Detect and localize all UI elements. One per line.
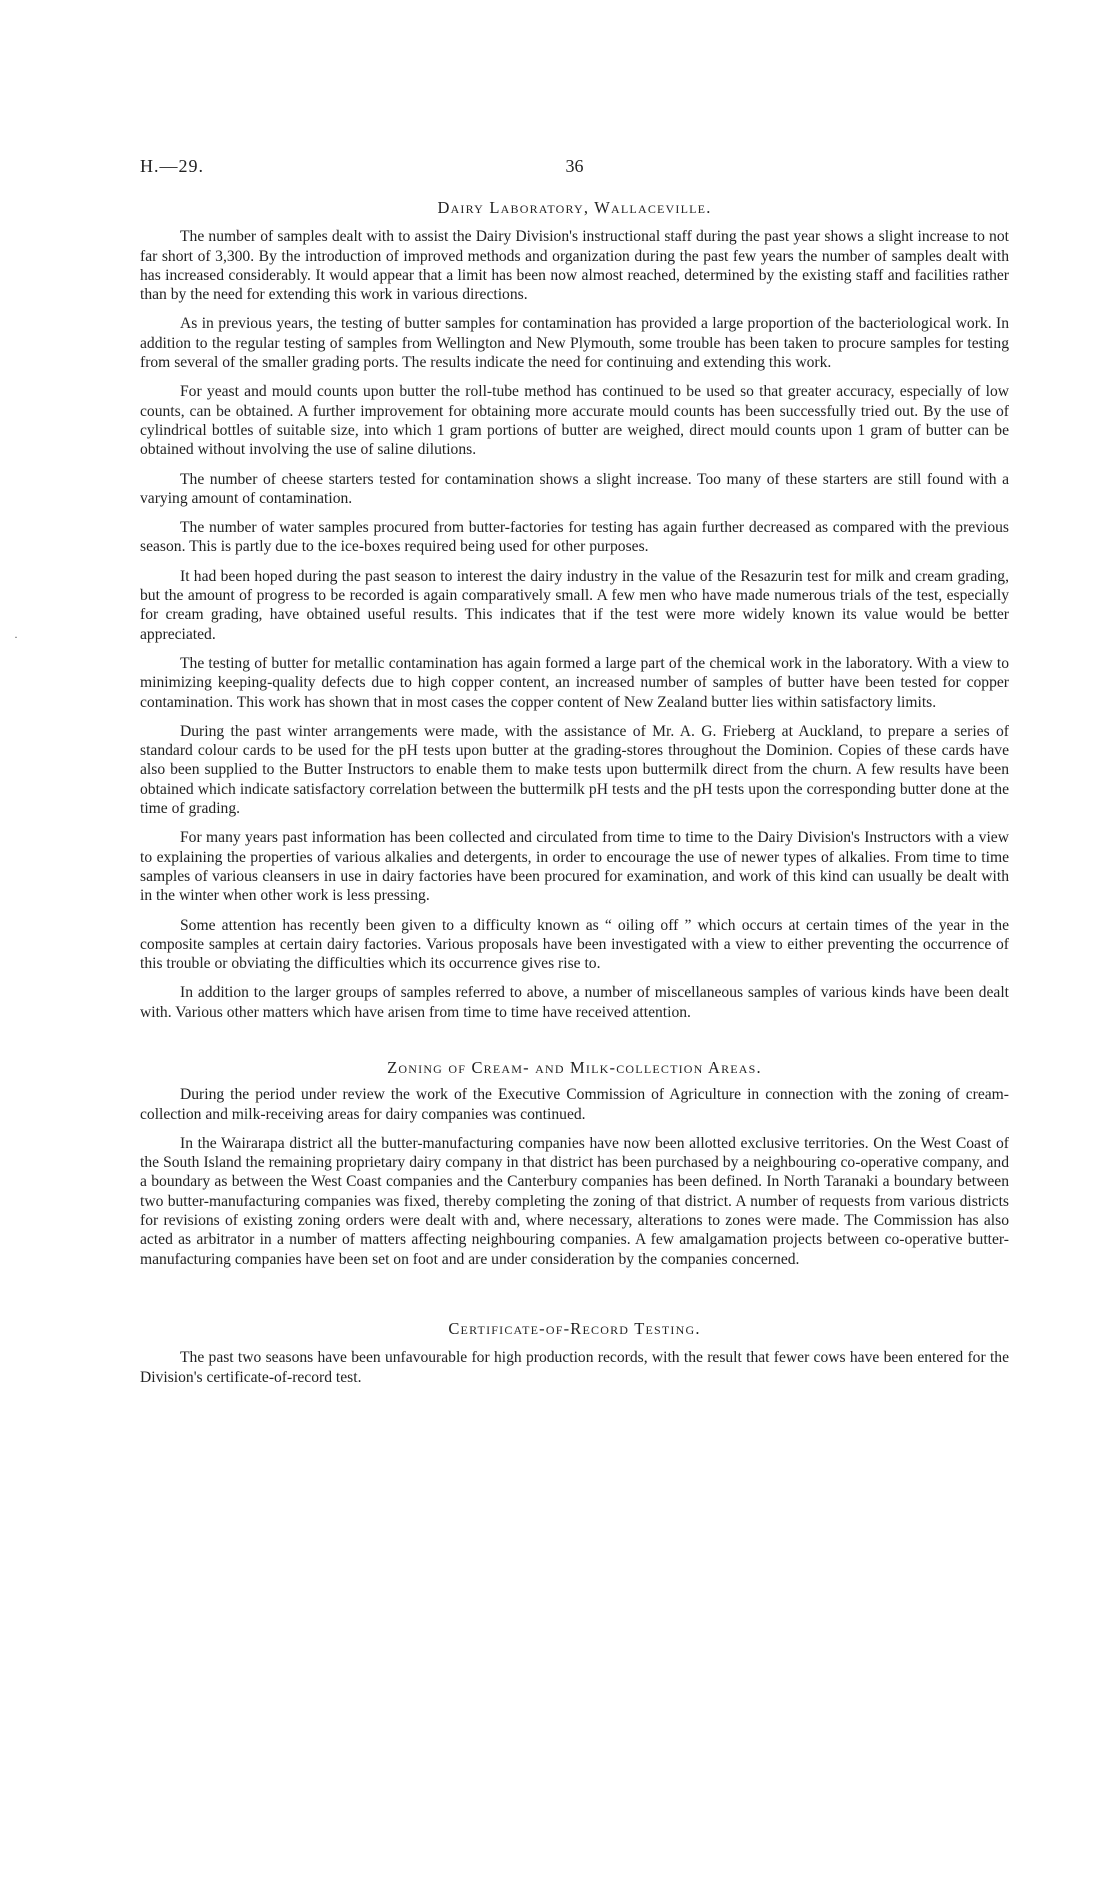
paragraph: It had been hoped during the past season to interest the dairy industry in the value of the Resazurin test for milk and cream grading, but the amount of progress to be recorded is again comparatively small. A few men who have made numerous trials of the test, especially for cream grading, have obtained useful results. This indicates that if the test were more widely known its value would be better appreciated. — [140, 567, 1009, 643]
paragraph: During the past winter arrangements were made, with the assistance of Mr. A. G. Frieberg at Auckland, to prepare a series of standard colour cards to be used for the pH tests upon butter at the grading-stores throughout the Dominion. Copies of these cards have also been supplied to the Butter Instructors to enable them to make tests upon buttermilk direct from the churn. A few results have been obtained which indicate satisfactory correlation between the buttermilk pH tests and the pH tests upon the corresponding butter done at the time of grading. — [140, 722, 1009, 818]
section-heading-dairy-laboratory: Dairy Laboratory, Wallaceville. — [437, 198, 712, 217]
paragraph: The number of cheese starters tested for contamination shows a slight increase. Too many of these starters are still found with a varying amount of contamination. — [140, 470, 1009, 507]
paragraph: In the Wairarapa district all the butter-manufacturing companies have now been allotted exclusive territories. On the West Coast of the South Island the remaining proprietary dairy company in that district has been purchased by a neighbouring co-operative company, and a boundary as between the West Coast companies and the Canterbury companies has been defined. In North Taranaki a boundary between two butter-manufacturing companies was fixed, thereby completing the zoning of that district. A number of requests from various districts for revisions of existing zoning orders were dealt with and, where necessary, alterations to zones were made. The Commission has also acted as arbitrator in a number of matters affecting neighbouring companies. A few amalgamation projects between co-operative butter-manufacturing companies have been set on foot and are under consideration by the companies concerned. — [140, 1134, 1009, 1268]
section-heading-certificate-of-record: Certificate-of-Record Testing. — [448, 1318, 701, 1338]
paragraph: Some attention has recently been given to a difficulty known as “ oiling off ” which occurs at certain times of the year in the composite samples at certain dairy factories. Various proposals have been investigated with a view to either preventing the occurrence of this trouble or obviating the difficulties which its occurrence gives rise to. — [140, 916, 1009, 973]
paragraph: In addition to the larger groups of samples referred to above, a number of miscellaneous samples of various kinds have been dealt with. Various other matters which have arisen from time to time have received attention. — [140, 984, 1009, 1021]
section-heading-zoning: Zoning of Cream- and Milk-collection Areas. — [387, 1057, 762, 1077]
paragraph: The number of water samples procured from butter-factories for testing has again further decreased as compared with the previous season. This is partly due to the ice-boxes required being used for other purposes. — [140, 519, 1009, 556]
paragraph: As in previous years, the testing of butter samples for contamination has provided a large proportion of the bacteriological work. In addition to the regular testing of samples from Wellington and New Plymouth, some trouble has been taken to procure samples for testing from several of the smaller grading ports. The results indicate the need for continuing and extending this work. — [140, 315, 1009, 372]
paragraph: The testing of butter for metallic contamination has again formed a large part of the chemical work in the laboratory. With a view to minimizing keeping-quality defects due to high copper content, an increased number of samples of butter have been tested for copper contamination. This work has shown that in most cases the copper content of New Zealand butter lies within satisfactory limits. — [140, 654, 1009, 711]
document-body — [140, 198, 1009, 1397]
paragraph: During the period under review the work of the Executive Commission of Agriculture in connection with the zoning of cream-collection and milk-receiving areas for dairy companies was continued. — [140, 1086, 1009, 1123]
paragraph: The past two seasons have been unfavourable for high production records, with the result that fewer cows have been entered for the Division's certificate-of-record test. — [140, 1349, 1009, 1386]
running-head — [140, 156, 1009, 180]
paragraph: For many years past information has been collected and circulated from time to time to the Dairy Division's Instructors with a view to explaining the properties of various alkalies and detergents, in order to encourage the use of newer types of alkalies. From time to time samples of various cleansers in use in dairy factories have been procured for examination, and work of this kind can usually be dealt with in the winter when other work is less pressing. — [140, 829, 1009, 905]
margin-mark: · — [14, 630, 18, 644]
page-number: 36 — [565, 156, 584, 176]
paragraph: The number of samples dealt with to assist the Dairy Division's instructional staff during the past year shows a slight increase to not far short of 3,300. By the introduction of improved methods and organization during the past few years the number of samples dealt with has increased considerably. It would appear that a limit has been now almost reached, determined by the existing staff and facilities rather than by the need for extending this work in various directions. — [140, 228, 1009, 304]
paragraph: For yeast and mould counts upon butter the roll-tube method has continued to be used so that greater accuracy, especially of low counts, can be obtained. A further improvement for obtaining more accurate mould counts has been successfully tried out. By the use of cylindrical bottles of suitable size, into which 1 gram portions of butter are weighed, direct mould counts upon 1 gram of butter can be obtained without involving the use of saline dilutions. — [140, 383, 1009, 459]
document-reference: H.—29. — [140, 156, 204, 176]
